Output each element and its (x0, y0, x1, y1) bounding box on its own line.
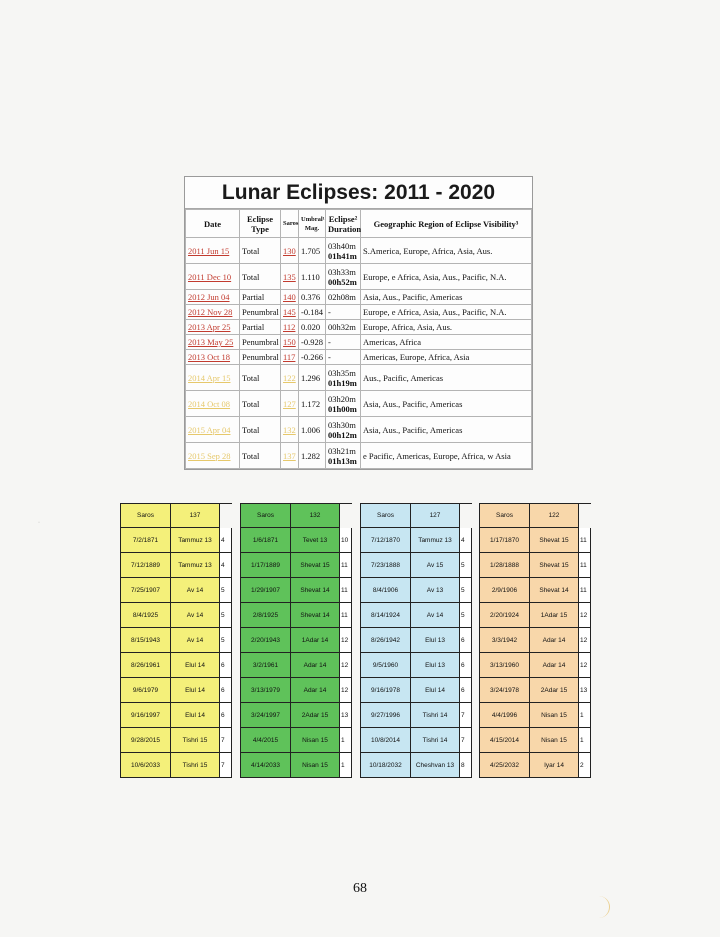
saros-row (240, 578, 352, 603)
saros-table-127 (360, 503, 472, 778)
gregorian-date: 7/23/1888 (360, 553, 411, 578)
umbral-magnitude: 1.296 (299, 365, 326, 391)
saros-row (360, 603, 472, 628)
eclipse-type: Penumbral (240, 305, 281, 320)
saros-row (120, 703, 232, 728)
saros-label: Saros (240, 503, 291, 528)
saros-label: Saros (360, 503, 411, 528)
duration-totality: 00h12m (328, 429, 357, 440)
saros-row (479, 528, 591, 553)
hebrew-month-number: 12 (340, 678, 352, 703)
saros-label: Saros (120, 503, 171, 528)
visibility-region: Asia, Aus., Pacific, Americas (361, 290, 532, 305)
saros-table-137 (120, 503, 232, 778)
duration-total: 03h21m (328, 445, 356, 456)
eclipse-type: Total (240, 417, 281, 443)
eclipse-type: Total (240, 391, 281, 417)
saros-row (360, 578, 472, 603)
eclipse-duration: - (326, 350, 361, 365)
hebrew-date: Tishri 15 (171, 728, 220, 753)
hebrew-date: 2Adar 15 (291, 703, 340, 728)
gregorian-date: 2/20/1943 (240, 628, 291, 653)
saros-row (120, 628, 232, 653)
hebrew-month-number: 12 (579, 653, 591, 678)
saros-link[interactable]: 132 (281, 417, 299, 443)
gregorian-date: 1/17/1889 (240, 553, 291, 578)
saros-row (240, 753, 352, 778)
gregorian-date: 2/20/1924 (479, 603, 530, 628)
saros-row (360, 753, 472, 778)
hebrew-date: Av 15 (411, 553, 460, 578)
gregorian-date: 1/17/1870 (479, 528, 530, 553)
gregorian-date: 4/25/2032 (479, 753, 530, 778)
gregorian-date: 10/8/2014 (360, 728, 411, 753)
saros-row (240, 678, 352, 703)
saros-number: 127 (411, 503, 460, 528)
page-corner-mark (596, 896, 610, 918)
gregorian-date: 3/2/1961 (240, 653, 291, 678)
saros-row (479, 603, 591, 628)
saros-row (120, 728, 232, 753)
duration-total: 03h30m (328, 419, 356, 430)
eclipse-date-link[interactable]: 2014 Apr 15 (186, 365, 240, 391)
eclipse-duration (326, 443, 361, 469)
gregorian-date: 8/15/1943 (120, 628, 171, 653)
umbral-magnitude: 0.376 (299, 290, 326, 305)
header-spacer (460, 503, 472, 528)
hebrew-month-number: 1 (340, 753, 352, 778)
hebrew-date: Shevat 15 (530, 553, 579, 578)
eclipse-duration (326, 417, 361, 443)
eclipse-type: Penumbral (240, 335, 281, 350)
gregorian-date: 1/29/1907 (240, 578, 291, 603)
hebrew-month-number: 13 (340, 703, 352, 728)
visibility-region: S.America, Europe, Africa, Asia, Aus. (361, 238, 532, 264)
hebrew-date: Adar 14 (291, 678, 340, 703)
saros-number: 137 (171, 503, 220, 528)
eclipse-duration (326, 238, 361, 264)
hebrew-month-number: 4 (220, 553, 232, 578)
hebrew-date: Tevet 13 (291, 528, 340, 553)
eclipse-type: Partial (240, 320, 281, 335)
saros-row (240, 703, 352, 728)
gregorian-date: 9/16/1978 (360, 678, 411, 703)
umbral-magnitude: 1.006 (299, 417, 326, 443)
gregorian-date: 9/16/1997 (120, 703, 171, 728)
lunar-eclipse-table (184, 176, 533, 470)
hebrew-month-number: 5 (220, 628, 232, 653)
gregorian-date: 1/6/1871 (240, 528, 291, 553)
eclipse-type: Penumbral (240, 350, 281, 365)
header-magnitude: Umbral¹ Mag. (299, 210, 326, 238)
hebrew-date: Av 14 (171, 628, 220, 653)
hebrew-month-number: 1 (579, 703, 591, 728)
saros-number: 132 (291, 503, 340, 528)
saros-link[interactable]: 117 (281, 350, 299, 365)
hebrew-month-number: 5 (460, 578, 472, 603)
header-date: Date (186, 210, 240, 238)
gregorian-date: 10/6/2033 (120, 753, 171, 778)
saros-row (240, 553, 352, 578)
hebrew-date: Elul 14 (171, 653, 220, 678)
gregorian-date: 4/4/1996 (479, 703, 530, 728)
header-duration: Eclipse² Duration (326, 210, 361, 238)
eclipse-type: Total (240, 443, 281, 469)
eclipse-row (186, 350, 532, 365)
hebrew-month-number: 11 (579, 578, 591, 603)
eclipse-date-link[interactable]: 2014 Oct 08 (186, 391, 240, 417)
saros-row (240, 728, 352, 753)
header-spacer (579, 503, 591, 528)
saros-row (479, 703, 591, 728)
saros-header-row (240, 503, 352, 528)
hebrew-date: Nisan 15 (291, 753, 340, 778)
gregorian-date: 3/24/1997 (240, 703, 291, 728)
eclipse-row (186, 335, 532, 350)
hebrew-date: Elul 14 (171, 678, 220, 703)
hebrew-date: Shevat 14 (530, 578, 579, 603)
gregorian-date: 1/28/1888 (479, 553, 530, 578)
eclipse-duration (326, 264, 361, 290)
hebrew-month-number: 11 (340, 553, 352, 578)
saros-row (360, 728, 472, 753)
gregorian-date: 4/14/2033 (240, 753, 291, 778)
hebrew-date: Adar 14 (530, 653, 579, 678)
visibility-region: Europe, e Africa, Asia, Aus., Pacific, N.A. (361, 305, 532, 320)
eclipse-date-link[interactable]: 2015 Sep 28 (186, 443, 240, 469)
hebrew-month-number: 6 (460, 628, 472, 653)
saros-row (360, 628, 472, 653)
hebrew-date: 1Adar 14 (291, 628, 340, 653)
hebrew-month-number: 8 (460, 753, 472, 778)
saros-row (120, 678, 232, 703)
saros-row (479, 753, 591, 778)
eclipse-duration (326, 365, 361, 391)
saros-row (479, 578, 591, 603)
hebrew-month-number: 6 (460, 653, 472, 678)
saros-table-122 (479, 503, 591, 778)
saros-header-row (479, 503, 591, 528)
saros-row (360, 553, 472, 578)
eclipse-date-link[interactable]: 2013 May 25 (186, 335, 240, 350)
duration-total: 03h20m (328, 393, 356, 404)
eclipse-date-link[interactable]: 2011 Dec 10 (186, 264, 240, 290)
hebrew-date: Cheshvan 13 (411, 753, 460, 778)
saros-row (479, 553, 591, 578)
duration-totality: 01h13m (328, 455, 357, 466)
hebrew-month-number: 5 (460, 603, 472, 628)
saros-row (479, 628, 591, 653)
hebrew-month-number: 6 (220, 678, 232, 703)
hebrew-month-number: 5 (460, 553, 472, 578)
hebrew-month-number: 12 (579, 603, 591, 628)
hebrew-month-number: 7 (460, 703, 472, 728)
hebrew-date: Elul 14 (171, 703, 220, 728)
eclipse-date-link[interactable]: 2011 Jun 15 (186, 238, 240, 264)
gregorian-date: 3/13/1979 (240, 678, 291, 703)
gregorian-date: 9/27/1996 (360, 703, 411, 728)
eclipse-type: Total (240, 264, 281, 290)
saros-row (240, 628, 352, 653)
eclipse-row (186, 238, 532, 264)
eclipse-row (186, 305, 532, 320)
header-type: Eclipse Type (240, 210, 281, 238)
gregorian-date: 7/2/1871 (120, 528, 171, 553)
hebrew-month-number: 11 (579, 553, 591, 578)
saros-row (240, 528, 352, 553)
hebrew-month-number: 5 (220, 578, 232, 603)
saros-row (360, 703, 472, 728)
header-saros: Saros (281, 210, 299, 238)
gregorian-date: 8/14/1924 (360, 603, 411, 628)
saros-row (360, 678, 472, 703)
eclipse-type: Total (240, 365, 281, 391)
gregorian-date: 7/12/1889 (120, 553, 171, 578)
saros-link[interactable]: 135 (281, 264, 299, 290)
eclipse-date-link[interactable]: 2013 Apr 25 (186, 320, 240, 335)
saros-row (240, 653, 352, 678)
gregorian-date: 3/3/1942 (479, 628, 530, 653)
hebrew-month-number: 7 (220, 753, 232, 778)
hebrew-month-number: 5 (220, 603, 232, 628)
duration-totality: 01h00m (328, 403, 357, 414)
hebrew-month-number: 1 (579, 728, 591, 753)
eclipse-date-link[interactable]: 2012 Jun 04 (186, 290, 240, 305)
hebrew-month-number: 7 (220, 728, 232, 753)
gregorian-date: 2/8/1925 (240, 603, 291, 628)
hebrew-date: Adar 14 (291, 653, 340, 678)
eclipse-date-link[interactable]: 2015 Apr 04 (186, 417, 240, 443)
hebrew-date: Elul 14 (411, 678, 460, 703)
hebrew-date: Tammuz 13 (171, 553, 220, 578)
hebrew-date: Tishri 14 (411, 728, 460, 753)
hebrew-month-number: 6 (220, 703, 232, 728)
hebrew-date: Elul 13 (411, 653, 460, 678)
eclipse-row (186, 391, 532, 417)
saros-row (479, 678, 591, 703)
eclipse-row (186, 320, 532, 335)
eclipse-duration: 02h08m (326, 290, 361, 305)
hebrew-month-number: 12 (340, 653, 352, 678)
umbral-magnitude: 1.172 (299, 391, 326, 417)
hebrew-date: Tammuz 13 (171, 528, 220, 553)
umbral-magnitude: 0.020 (299, 320, 326, 335)
hebrew-date: Shevat 15 (530, 528, 579, 553)
eclipse-duration: 00h32m (326, 320, 361, 335)
saros-row (120, 528, 232, 553)
umbral-magnitude: 1.705 (299, 238, 326, 264)
saros-link[interactable]: 122 (281, 365, 299, 391)
eclipse-row (186, 264, 532, 290)
saros-row (120, 753, 232, 778)
visibility-region: Americas, Europe, Africa, Asia (361, 350, 532, 365)
hebrew-month-number: 11 (340, 578, 352, 603)
saros-table-132 (240, 503, 352, 778)
saros-row (479, 653, 591, 678)
duration-totality: 01h19m (328, 377, 357, 388)
umbral-magnitude: 1.110 (299, 264, 326, 290)
hebrew-date: Nisan 15 (530, 728, 579, 753)
gregorian-date: 8/4/1925 (120, 603, 171, 628)
saros-row (120, 553, 232, 578)
page-number: 68 (353, 881, 367, 896)
umbral-magnitude: -0.184 (299, 305, 326, 320)
saros-link[interactable]: 137 (281, 443, 299, 469)
hebrew-month-number: 7 (460, 728, 472, 753)
eclipse-row (186, 365, 532, 391)
eclipse-duration: - (326, 305, 361, 320)
hebrew-date: Tishri 14 (411, 703, 460, 728)
hebrew-month-number: 13 (579, 678, 591, 703)
gregorian-date: 3/24/1978 (479, 678, 530, 703)
eclipse-row (186, 290, 532, 305)
gregorian-date: 9/28/2015 (120, 728, 171, 753)
hebrew-month-number: 2 (579, 753, 591, 778)
hebrew-date: Shevat 14 (291, 578, 340, 603)
visibility-region: Asia, Aus., Pacific, Americas (361, 391, 532, 417)
gregorian-date: 7/25/1907 (120, 578, 171, 603)
visibility-region: Europe, e Africa, Asia, Aus., Pacific, N.A. (361, 264, 532, 290)
duration-total: 03h33m (328, 266, 356, 277)
saros-link[interactable]: 127 (281, 391, 299, 417)
hebrew-month-number: 1 (340, 728, 352, 753)
saros-row (240, 603, 352, 628)
gregorian-date: 9/5/1960 (360, 653, 411, 678)
hebrew-date: Nisan 15 (530, 703, 579, 728)
saros-row (479, 728, 591, 753)
hebrew-date: Iyar 14 (530, 753, 579, 778)
eclipse-date-link[interactable]: 2012 Nov 28 (186, 305, 240, 320)
eclipse-duration: - (326, 335, 361, 350)
hebrew-date: Av 13 (411, 578, 460, 603)
saros-link[interactable]: 112 (281, 320, 299, 335)
duration-total: 03h40m (328, 240, 356, 251)
duration-totality: 01h41m (328, 250, 357, 261)
hebrew-date: Tishri 15 (171, 753, 220, 778)
visibility-region: e Pacific, Americas, Europe, Africa, w Asia (361, 443, 532, 469)
hebrew-month-number: 12 (340, 628, 352, 653)
visibility-region: Europe, Africa, Asia, Aus. (361, 320, 532, 335)
saros-header-row (120, 503, 232, 528)
saros-link[interactable]: 140 (281, 290, 299, 305)
hebrew-date: Adar 14 (530, 628, 579, 653)
eclipse-table-title: Lunar Eclipses: 2011 - 2020 (185, 177, 532, 209)
scan-speck: · (38, 520, 40, 526)
visibility-region: Asia, Aus., Pacific, Americas (361, 417, 532, 443)
header-spacer (220, 503, 232, 528)
hebrew-date: Av 14 (171, 578, 220, 603)
saros-link[interactable]: 150 (281, 335, 299, 350)
saros-row (120, 578, 232, 603)
duration-total: 03h35m (328, 367, 356, 378)
gregorian-date: 3/13/1960 (479, 653, 530, 678)
hebrew-month-number: 10 (340, 528, 352, 553)
hebrew-date: 1Adar 15 (530, 603, 579, 628)
gregorian-date: 9/6/1979 (120, 678, 171, 703)
hebrew-date: Shevat 14 (291, 603, 340, 628)
hebrew-date: Nisan 15 (291, 728, 340, 753)
gregorian-date: 8/26/1961 (120, 653, 171, 678)
gregorian-date: 4/15/2014 (479, 728, 530, 753)
gregorian-date: 8/26/1942 (360, 628, 411, 653)
gregorian-date: 8/4/1906 (360, 578, 411, 603)
hebrew-date: Shevat 15 (291, 553, 340, 578)
gregorian-date: 7/12/1870 (360, 528, 411, 553)
eclipse-table-grid (185, 209, 532, 469)
eclipse-type: Partial (240, 290, 281, 305)
hebrew-date: Av 14 (171, 603, 220, 628)
hebrew-month-number: 4 (220, 528, 232, 553)
header-region: Geographic Region of Eclipse Visibility³ (361, 210, 532, 238)
hebrew-date: 2Adar 15 (530, 678, 579, 703)
gregorian-date: 2/9/1906 (479, 578, 530, 603)
saros-link[interactable]: 145 (281, 305, 299, 320)
umbral-magnitude: -0.928 (299, 335, 326, 350)
saros-header-row (360, 503, 472, 528)
visibility-region: Americas, Africa (361, 335, 532, 350)
eclipse-row (186, 443, 532, 469)
hebrew-month-number: 12 (579, 628, 591, 653)
saros-link[interactable]: 130 (281, 238, 299, 264)
saros-number: 122 (530, 503, 579, 528)
eclipse-row (186, 417, 532, 443)
hebrew-date: Tammuz 13 (411, 528, 460, 553)
eclipse-duration (326, 391, 361, 417)
hebrew-month-number: 11 (340, 603, 352, 628)
gregorian-date: 10/18/2032 (360, 753, 411, 778)
hebrew-month-number: 11 (579, 528, 591, 553)
hebrew-month-number: 6 (460, 678, 472, 703)
hebrew-date: Elul 13 (411, 628, 460, 653)
saros-row (120, 653, 232, 678)
saros-label: Saros (479, 503, 530, 528)
umbral-magnitude: 1.282 (299, 443, 326, 469)
hebrew-month-number: 4 (460, 528, 472, 553)
saros-row (120, 603, 232, 628)
eclipse-header-row (186, 210, 532, 238)
eclipse-date-link[interactable]: 2013 Oct 18 (186, 350, 240, 365)
visibility-region: Aus., Pacific, Americas (361, 365, 532, 391)
duration-totality: 00h52m (328, 276, 357, 287)
umbral-magnitude: -0.266 (299, 350, 326, 365)
hebrew-date: Av 14 (411, 603, 460, 628)
eclipse-type: Total (240, 238, 281, 264)
saros-row (360, 653, 472, 678)
header-spacer (340, 503, 352, 528)
saros-row (360, 528, 472, 553)
gregorian-date: 4/4/2015 (240, 728, 291, 753)
hebrew-month-number: 6 (220, 653, 232, 678)
